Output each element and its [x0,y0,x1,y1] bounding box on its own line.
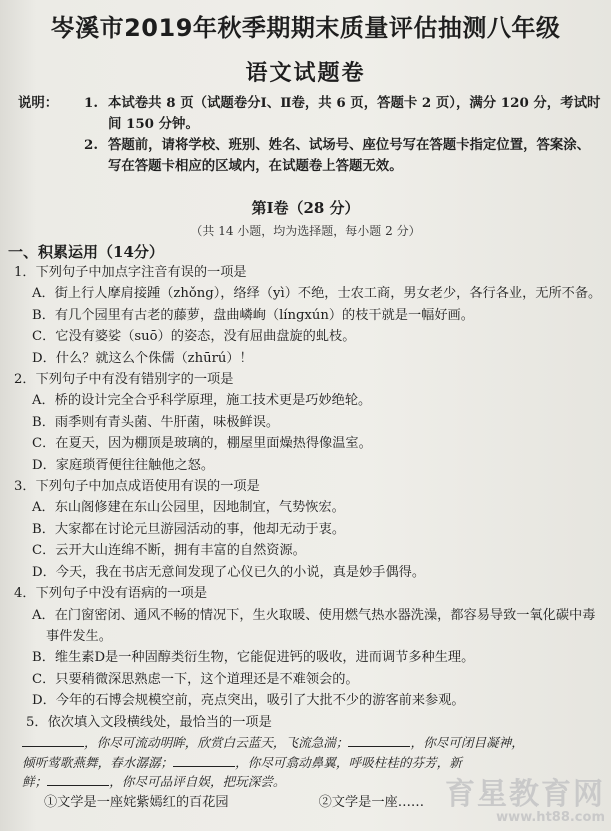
instruction-item [18,135,603,177]
option-item: D．家庭琐胥便往往触他之怒。 [32,457,215,473]
answer-blank [173,754,235,767]
option-item: D．什么？就这么个侏儒（zhūrú）！ [32,350,253,366]
option-item: A．在门窗密闭、通风不畅的情况下，生火取暖、使用燃气热水器洗澡，都容易导致一氧化碳中毒事件发生。 [32,607,596,644]
question-stem: 5．依次填入文段横线处，最恰当的一项是 [26,714,272,730]
option-item: B．大家都在讨论元旦游园活动的事，他却无动于衷。 [32,521,346,537]
choice-item: ②文学是一座…… [318,794,425,810]
section-title: 一、积累运用（14分） [8,243,164,261]
option-item: A．桥的设计完全合乎科学原理，施工技术更是巧妙绝轮。 [32,393,372,409]
option-item: D．今年的石博会规模空前，亮点突出，吸引了大批不少的游客前来参观。 [32,693,465,709]
page-title: 岑溪市2019年秋季期期末质量评估抽测八年级 [50,14,561,42]
option-item: B．维生素D是一种固醇类衍生物，它能促进钙的吸收，进而调节多种生理。 [32,650,475,666]
watermark-brand: 育星教育网 [445,777,605,812]
part-title: 第Ⅰ卷（28 分） [251,199,360,217]
question-stem: 1．下列句子中加点字注音有误的一项是 [14,265,247,280]
watermark-url: www.ht88.com [496,810,605,825]
answer-blank [47,773,109,786]
q5-line: 倾听莺歌燕舞，春水潺潺； ，你尽可翕动鼻翼，呼吸柱桂的芬芳，新 [22,754,462,770]
question-stem: 4．下列句子中没有语病的一项是 [14,586,208,602]
option-item: D．今天，我在书店无意间发现了心仪已久的小说，真是妙手偶得。 [32,564,426,580]
question-stem: 3．下列句子中加点成语使用有误的一项是 [14,479,260,495]
option-item: A．东山阁修建在东山公园里，因地制宜，气势恢宏。 [32,500,345,516]
instructions [18,93,603,177]
part-subtitle: （共 14 小题，均为选择题，每小题 2 分） [190,224,421,238]
instruction-number: 1. [84,95,98,111]
option-item: A．街上行人摩肩接踵（zhǒng），络绎（yì）不绝，士农工商，男女老少，各行各业，无所不备。 [32,286,602,302]
q5-line: ，你尽可流动明眸，欣赏白云蓝天，飞流急湍； ，你尽可闭目凝神， [22,733,604,753]
option-item: C．只要稍微深思熟虑一下，这个道理还是不难领会的。 [32,671,359,687]
question-list [14,262,604,813]
instructions-label: 说明： [18,95,59,111]
instruction-number: 2. [84,137,98,153]
instruction-text: 答题前，请将学校、班别、姓名、试场号、座位号写在答题卡指定位置，答案涂、写在答题卡相应的区域内，在试题卷上答题无效。 [108,137,591,174]
page-subtitle: 语文试题卷 [245,61,366,86]
option-item: C．云开大山连绵不断，拥有丰富的自然资源。 [32,543,306,559]
instruction-text: 本试卷共 8 页（试题卷分Ⅰ、Ⅱ卷，共 6 页，答题卡 2 页），满分 120 分，考试时间 150 分钟。 [108,95,601,132]
answer-blank [348,734,410,747]
option-item: C．它没有婆娑（suō）的姿态，没有屈曲盘旋的虬枝。 [32,329,356,345]
answer-blank [22,734,84,747]
q5-line: 鲜； ，你尽可品评自娱，把玩深尝。 [22,774,286,790]
choice-item: ①文学是一座姹紫嫣红的百花园 [44,794,229,810]
option-item: C．在夏天，因为棚顶是玻璃的，棚屋里面燥热得像温室。 [32,436,372,452]
option-item: B．雨季则有青头菌、牛肝菌，味极鲜误。 [32,414,280,430]
watermark-logo [445,777,605,825]
option-item: B．有几个园里有古老的藤萝，盘曲嶙峋（línɡxún）的枝干就是一幅好画。 [32,307,474,323]
instruction-item [18,93,603,135]
question-stem: 2．下列句子中有没有错别字的一项是 [14,372,234,388]
